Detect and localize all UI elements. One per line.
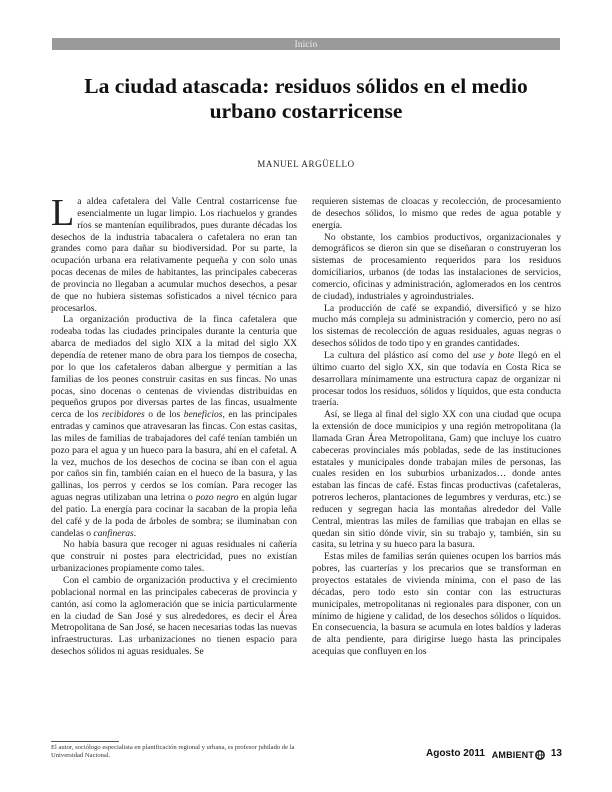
italic-term: recibidores [101, 409, 145, 421]
paragraph: Así, se llega al final del siglo XX con una ciudad que ocupa la extensión de doce municipios y una región metropolitana (la llamada Gran Área Metropolitana, Gam) que incluye los cuatro cabeceras provinciales más pobladas, sede de las instituciones estatales y municipales donde trabajan miles de personas, las cuales residen en los suburbios urbanizados… donde antes estaban las fincas de café. Estas fincas productivas (cafetaleras, potreros lecheros, plantaciones de legumbres y verduras, etc.) se reducen y segregan hacia las montañas alrededor del Valle Central, mientras las miles de familias que trabajan en ellas se quedan sin sitio dónde vivir, sin su trabajo y, también, sin su casita, su letrina y su hueco para la basura. [312, 409, 561, 551]
text-run: llegó en el último cuarto del siglo XX, sin que todavía en Costa Rica se desarrollara mínimamente una estructura capaz de organizar ni procesar todos los residuos, sólidos y líquidos, que esta conducta traería. [312, 349, 561, 409]
globe-icon [535, 750, 545, 760]
page-footer [412, 746, 562, 762]
magazine-name: AMBIENT [491, 749, 535, 760]
page-number: 13 [550, 748, 562, 760]
right-text-column [312, 196, 561, 658]
paragraph-text: a aldea cafetalera del Valle Central costarricense fue esencialmente un lugar limpio. Los riachuelos y grandes ríos se mantenían equilibrados, pues durante décadas los desechos de la industria tabacalera o cafetalera no eran tan grandes como para dañar su biodiversidad. Por su parte, la ocupación urbana era relativamente pequeña y con solo unas pocas decenas de miles de habitantes, las principales cabeceras de provincia no llegaban a acumular muchos desechos, a pesar de que no hubiera sistemas sofisticados a nivel técnico para procesarlos. [51, 196, 297, 314]
paragraph [51, 314, 297, 539]
magazine-logo [492, 746, 545, 763]
text-run: La organización productiva de la finca cafetalera que rodeaba todas las ciudades principales durante la centuria que abarca de mediados del siglo XIX a la mitad del siglo XX dependía de retener mano de obra para los tiempos de cosecha, por lo que los cafetaleros daban albergue y permitían a las familias de los peones construir casitas en sus fincas. No unas pocas, sino docenas o centenas de viviendas distribuidas en pequeños grupos por diversas partes de las fincas, usualmente cerca de los [51, 314, 297, 421]
text-run: . [133, 527, 137, 539]
text-run: o de los [144, 409, 184, 421]
drop-cap: L [51, 192, 75, 234]
paragraph: requieren sistemas de cloacas y recolección, de procesamiento de desechos sólidos, lo mismo que redes de agua potable y energía. [312, 196, 561, 231]
italic-term: pozo negro [195, 492, 239, 504]
paragraph: Con el cambio de organización productiva y el crecimiento poblacional normal en las principales cabeceras de provincia y cantón, así como la aglomeración que se inicia particularmente en la ciudad de San José y sus alrededores, es decir el Área Metropolitana de San José, se hacen necesarias todas las nuevas infraestructuras. Las urbanizaciones no tienen espacio para desechos sólidos ni aguas residuales. Se [51, 575, 297, 658]
section-label: Inicio [294, 39, 318, 49]
paragraph [312, 350, 561, 409]
article-author: MANUEL ARGÜELLO [257, 159, 355, 169]
italic-term: beneficios [183, 409, 223, 421]
issue-date: Agosto 2011 [425, 748, 485, 760]
italic-term: use y bote [472, 349, 515, 361]
paragraph: Estas miles de familias serán quienes ocupen los barrios más pobres, las cuarterías y los precarios que se transforman en proyectos estatales de vivienda mínima, con el paso de las décadas, pero todo esto sin contar con las estructuras municipales, metropolitanas ni regionales para disponer, con un mínimo de higiene y calidad, de los desechos sólidos o líquidos. En consecuencia, la basura se acumula en lotes baldíos y laderas de alta pendiente, para dirigirse luego hasta las principales acequias que confluyen en los [312, 551, 561, 658]
section-header-bar [52, 38, 560, 50]
text-run: , en las principales entradas y caminos que atravesaran las fincas. Con estas casitas, las miles de familias de trabajadores del café tenían también un pozo para el agua y un hueco para la basura, ahí en el cafetal. A la vez, muchos de los desechos de cocina se iban con el agua por caños sin fin, también caían en el hueco de la basura, y las gallinas, los perros y cerdos se los comían. Para recoger las aguas negras utilizaban una letrina o [51, 409, 297, 504]
footnote: El autor, sociólogo especialista en planificación regional y urbana, es profesor jubilado de la Universidad Nacional. [51, 744, 295, 759]
text-run: en algún lugar del patio. La energía para cocinar la sacaban de la propia leña del café y de la poda de árboles de sombra; se iluminaban con candelas o [51, 492, 298, 539]
paragraph [51, 192, 297, 314]
italic-term: canfineras [93, 527, 134, 539]
paragraph: La producción de café se expandió, diversificó y se hizo mucho más compleja su administración y comercio, pero no así los sistemas de recolección de aguas residuales, aguas negras o desechos sólidos de todo tipo y en grandes cantidades. [312, 302, 561, 350]
left-text-column [51, 192, 298, 658]
footnote-rule [51, 741, 119, 742]
text-run: La cultura del plástico así como del [324, 349, 473, 361]
paragraph: No había basura que recoger ni aguas residuales ni cañería que construir ni postes para electricidad, pues no existían urbanizaciones propiamente como tales. [51, 539, 297, 575]
paragraph: No obstante, los cambios productivos, organizacionales y demográficos se dieron sin que se diseñaran o construyeran los sistemas de procesamiento requeridos para los residuos domiciliarios, urbanos (de todas las instalaciones de servicios, comercio, oficinas y administración, aglomerados en los centros de ciudad), industriales y agroindustriales. [312, 231, 561, 302]
article-title: La ciudad atascada: residuos sólidos en el medio urbano costarricense [84, 74, 528, 123]
